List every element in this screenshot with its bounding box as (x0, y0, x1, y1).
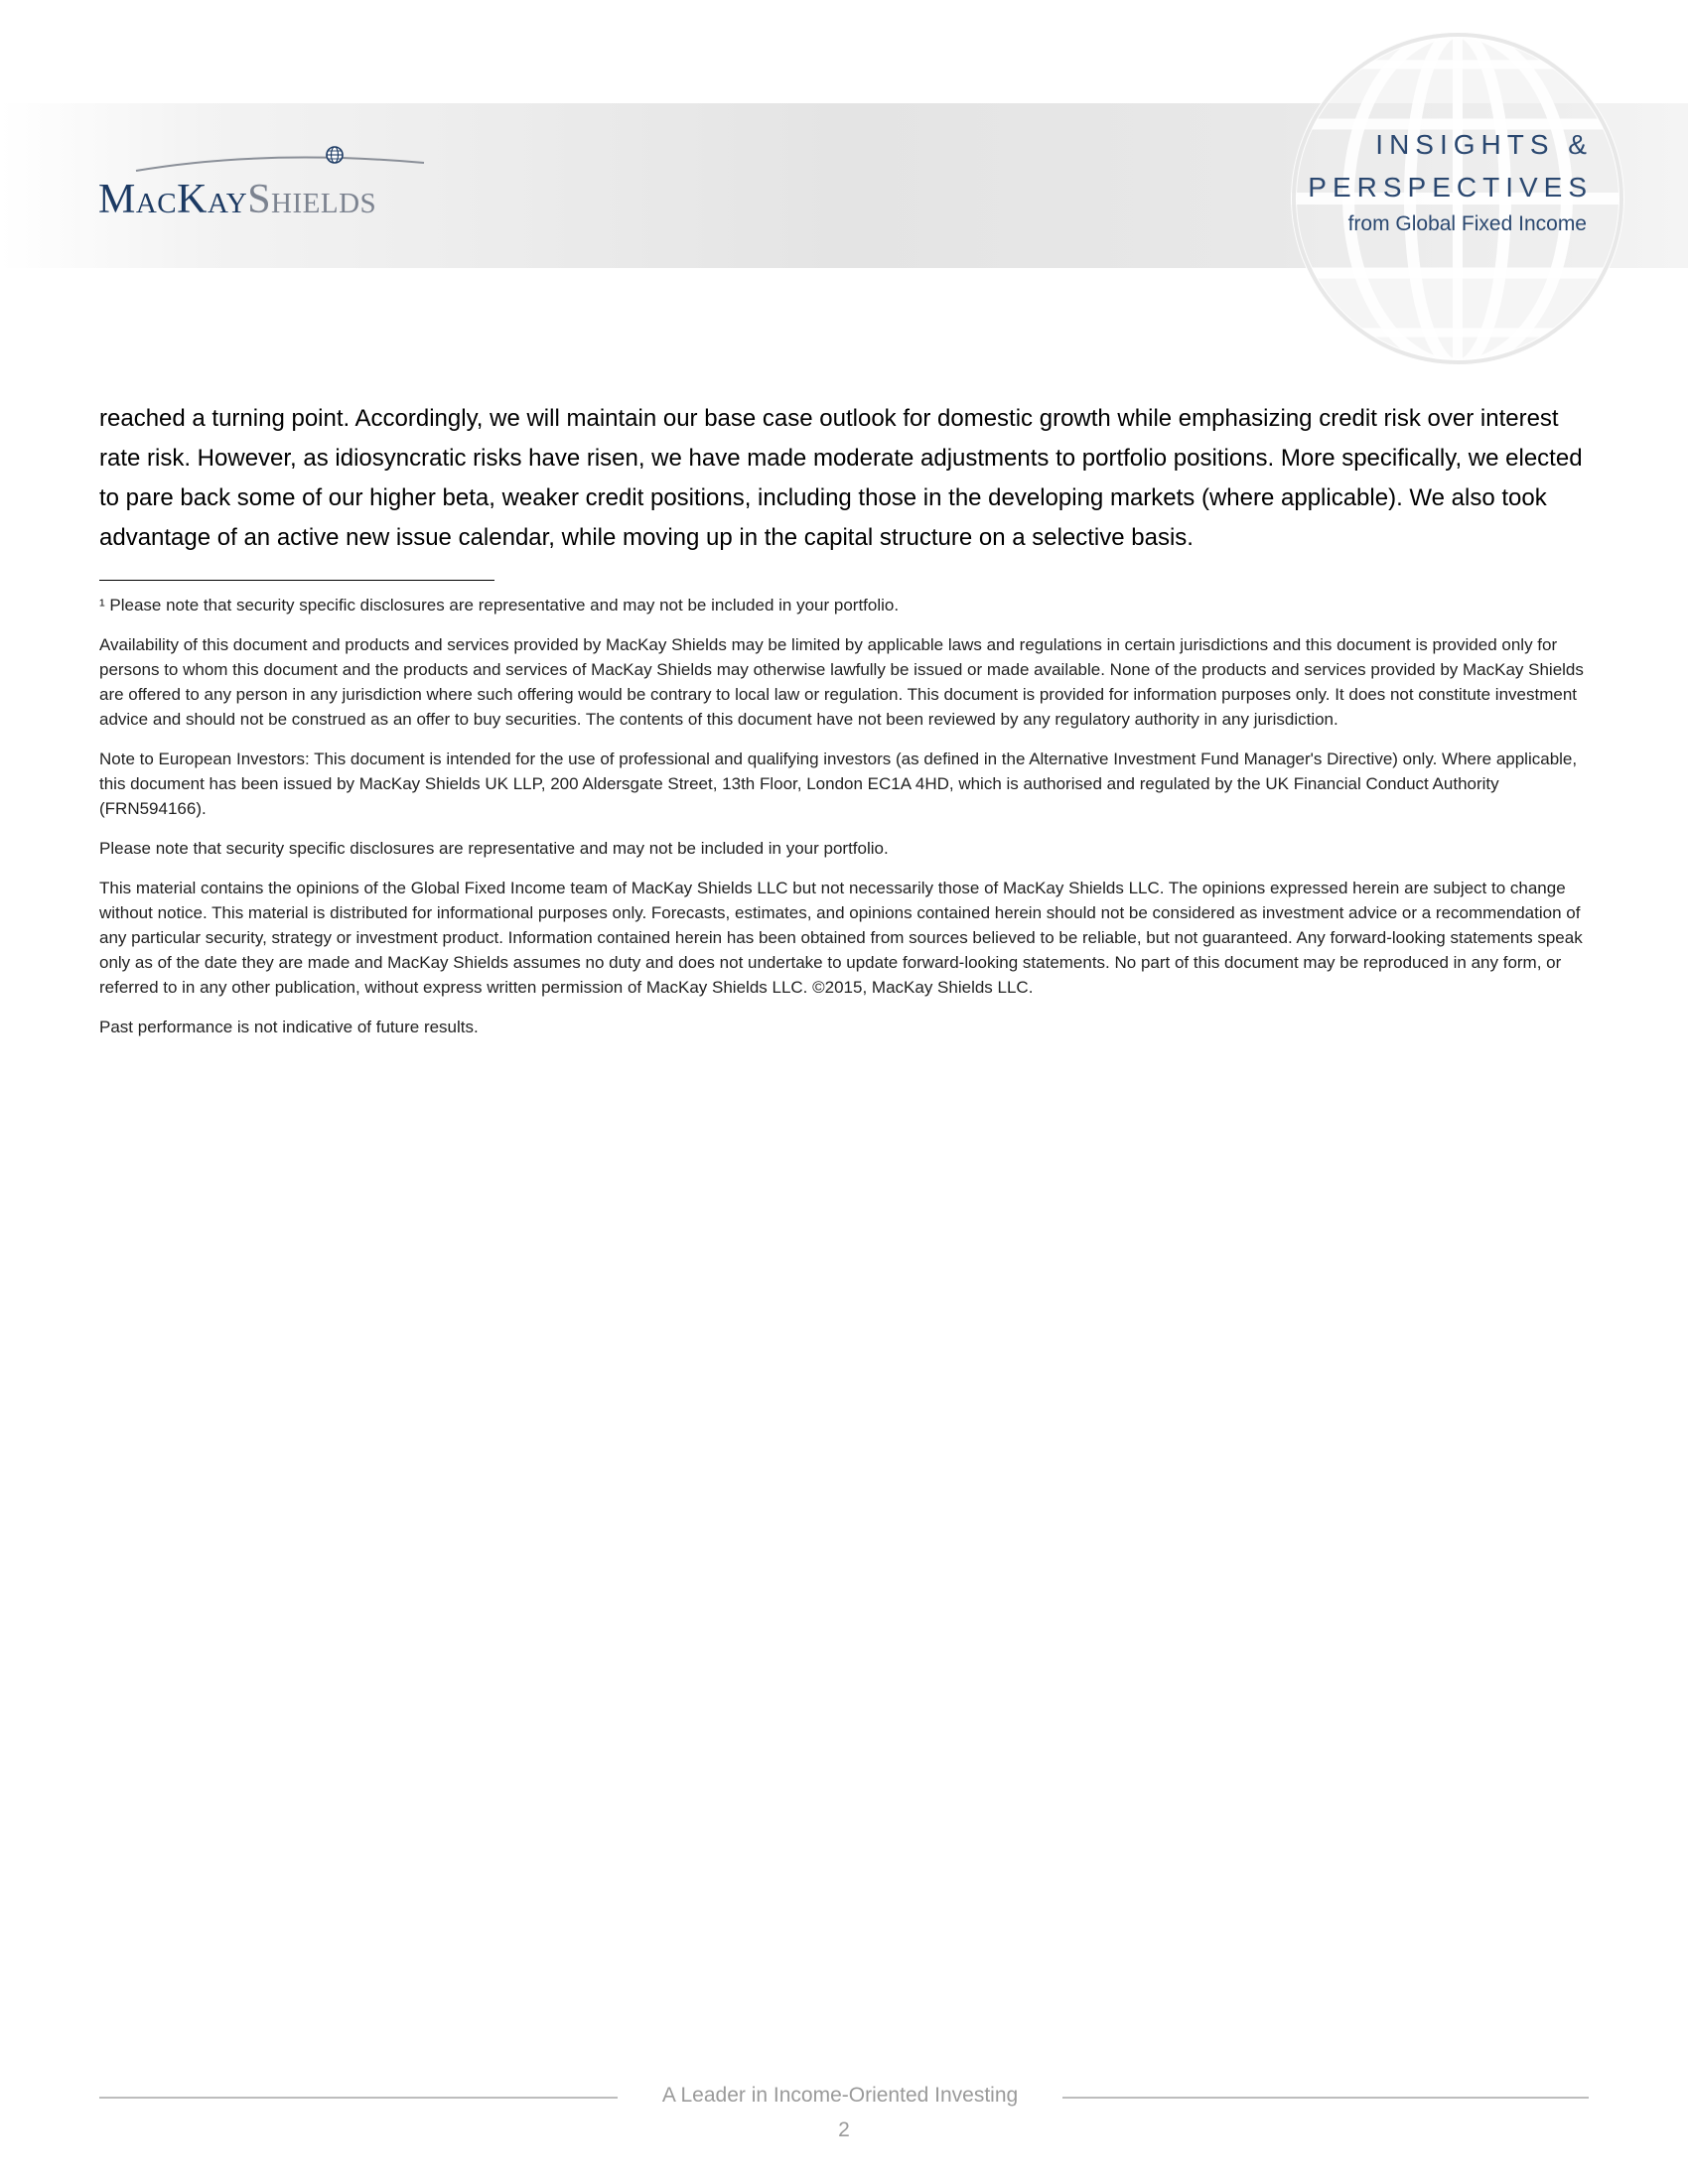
disclosure-past-performance: Past performance is not indicative of future results. (99, 1018, 479, 1036)
brand-subtitle: from Global Fixed Income (1347, 212, 1587, 235)
logo-wordmark (98, 179, 376, 220)
main-content (99, 399, 1589, 1039)
mackay-shields-logo (96, 141, 439, 220)
footnote: ¹ Please note that security specific disclosures are representative and may not be included in your portfolio. (99, 596, 900, 614)
footnote-divider (99, 580, 494, 581)
logo-swoosh (96, 141, 439, 181)
logo-name-part2: Shields (247, 177, 377, 222)
disclosure-opinions: This material contains the opinions of the Global Fixed Income team of MacKay Shields LLC but not necessarily those of MacKay Shields LLC. The opinions expressed herein are subject to change without notice. This material is distributed for informational purposes only. Forecasts, estimates, and opinions contained herein should not be considered as investment advice or a recommendation of any particular security, strategy or investment product. Information contained herein has been obtained from sources believed to be reliable, but not guaranteed. Any forward-looking statements speak only as of the date they are made and MacKay Shields assumes no duty and does not undertake to update forward-looking statements. No part of this document may be reproduced in any form, or referred to in any other publication, without express written permission of MacKay Shields LLC. ©2015, MacKay Shields LLC. (99, 879, 1583, 997)
page-number: 2 (838, 2118, 850, 2141)
logo-name-part1: MacKay (98, 177, 248, 222)
disclosure-security-specific: Please note that security specific disclosures are representative and may not be included in your portfolio. (99, 839, 889, 858)
disclosure-availability: Availability of this document and products and services provided by MacKay Shields may be limited by applicable laws and regulations in certain jurisdictions and this document is provided only for persons to whom this document and the products and services of MacKay Shields may otherwise lawfully be issued or made available. None of the products and services provided by MacKay Shields are offered to any person in any jurisdiction where such offering would be contrary to local law or regulation. This document is provided for information purposes only. It does not constitute investment advice and should not be construed as an offer to buy securities. The contents of this document have not been reviewed by any regulatory authority in any jurisdiction. (99, 635, 1584, 729)
footer-rule-left (99, 2097, 618, 2099)
body-paragraph: reached a turning point. Accordingly, we will maintain our base case outlook for domestic growth while emphasizing credit risk over interest rate risk. However, as idiosyncratic risks have risen, we have made moderate adjustments to portfolio positions. More specifically, we elected to pare back some of our higher beta, weaker credit positions, including those in the developing markets (where applicable). We also took advantage of an active new issue calendar, while moving up in the capital structure on a selective basis. (99, 405, 1583, 551)
brand-line-1: INSIGHTS & (1375, 129, 1593, 160)
disclosure-european-investors: Note to European Investors: This document is intended for the use of professional and qualifying investors (as defined in the Alternative Investment Fund Manager's Directive) only. Where applicable, this document has been issued by MacKay Shields UK LLP, 200 Aldersgate Street, 13th Floor, London EC1A 4HD, which is authorised and regulated by the UK Financial Conduct Authority (FRN594166). (99, 750, 1578, 818)
brand-line-2: PERSPECTIVES (1308, 172, 1593, 203)
footer-rule-right (1062, 2097, 1589, 2099)
footer-tagline: A Leader in Income-Oriented Investing (661, 2084, 1019, 2107)
brand-block (1308, 123, 1593, 239)
small-globe-icon (327, 147, 343, 163)
